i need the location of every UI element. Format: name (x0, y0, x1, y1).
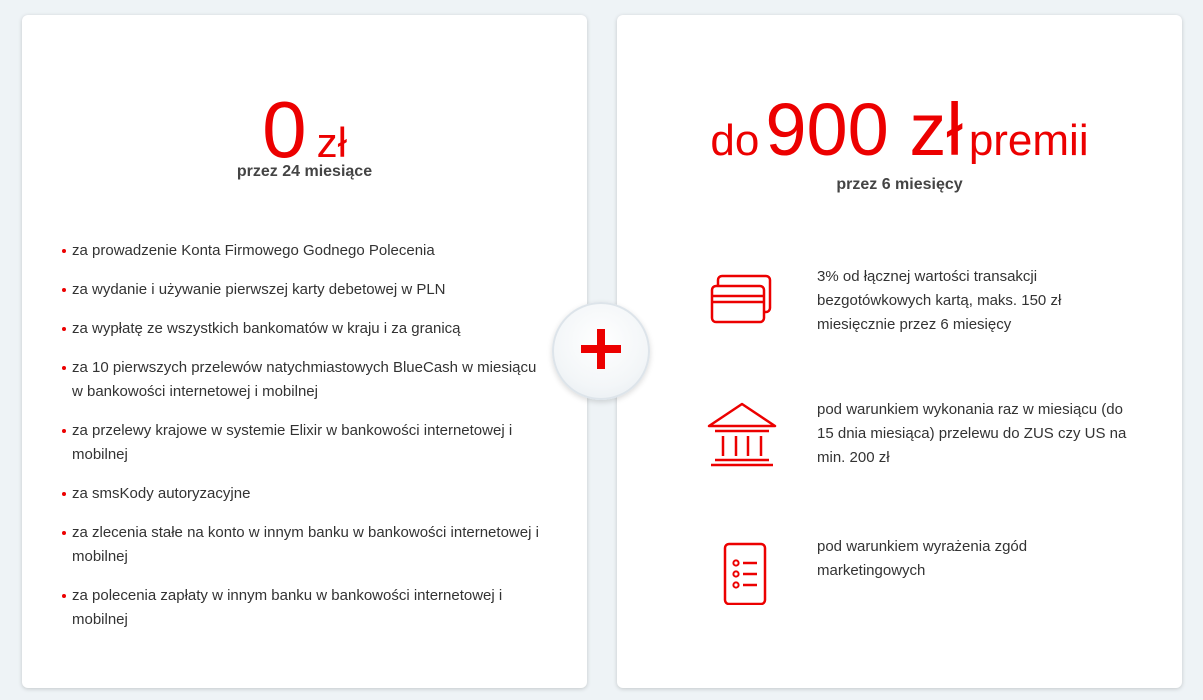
bonus-suffix: premii (968, 116, 1089, 165)
feature-text: 3% od łącznej wartości transakcji bezgotówkowych kartą, maks. 150 zł miesięcznie przez 6 miesięcy (817, 268, 1062, 333)
amount-value: 0 (262, 85, 307, 174)
list-item: za 10 pierwszych przelewów natychmiastowych BlueCash w miesiącu w bankowości internetowej i mobilnej (62, 356, 542, 404)
period-subtitle: przez 24 miesiące (236, 163, 373, 180)
list-item: za polecenia zapłaty w innym banku w bankowości internetowej i mobilnej (62, 584, 542, 632)
plus-badge (552, 302, 650, 400)
card-zero-fees (22, 15, 587, 688)
list-item: za prowadzenie Konta Firmowego Godnego Polecenia (62, 239, 542, 263)
plus-icon (579, 327, 623, 376)
hero-amount (22, 87, 587, 173)
card-bonus (617, 15, 1182, 688)
amount-currency: zł (316, 119, 347, 166)
bonus-prefix: do (710, 116, 760, 165)
benefits-list (62, 239, 542, 647)
list-item: za zlecenia stałe na konto w innym banku w bankowości internetowej i mobilnej (62, 521, 542, 569)
checklist-icon (707, 535, 777, 610)
feature-text: pod warunkiem wyrażenia zgód marketingowych (817, 538, 1028, 579)
credit-card-icon (707, 265, 777, 332)
list-item: za przelewy krajowe w systemie Elixir w bankowości internetowej i mobilnej (62, 419, 542, 467)
list-item: za wydanie i używanie pierwszej karty debetowej w PLN (62, 278, 542, 302)
list-item: za smsKody autoryzacyjne (62, 482, 542, 506)
period-subtitle: przez 6 miesięcy (836, 176, 963, 193)
bank-building-icon (707, 398, 777, 473)
list-item: za wypłatę ze wszystkich bankomatów w kraju i za granicą (62, 317, 542, 341)
bonus-amount: 900 zł (765, 88, 963, 171)
hero-bonus (617, 87, 1182, 173)
feature-text: pod warunkiem wykonania raz w miesiącu (do 15 dnia miesiąca) przelewu do ZUS czy US na min. 200 zł (817, 401, 1127, 466)
